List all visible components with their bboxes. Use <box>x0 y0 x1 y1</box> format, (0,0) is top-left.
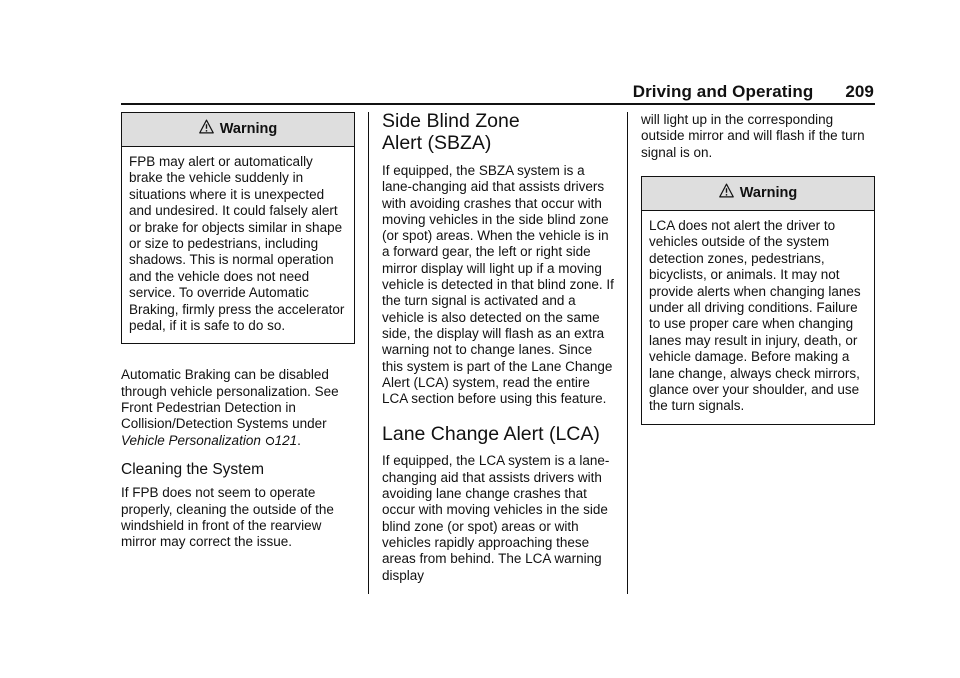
page-header <box>0 82 874 102</box>
paragraph-text: Automatic Braking can be disabled through vehicle personalization. See Front Pedestrian Detection in Collision/Detection Systems under <box>121 367 339 432</box>
warning-icon <box>199 119 214 134</box>
warning-text: LCA does not alert the driver to vehicles outside of the system detection zones, pedestrians, bicyclists, or animals. It may not provide alerts when changing lanes under all driving conditions. Failure to use proper care when changing lanes may result in injury, death, or vehicle damage. Before making a lane change, always check mirrors, glance over your shoulder, and use the turn signals. <box>649 217 861 414</box>
heading-cleaning: Cleaning the System <box>121 460 265 478</box>
column-2 <box>382 112 614 584</box>
warning-header <box>122 113 354 147</box>
paragraph-disable-braking <box>121 367 355 448</box>
period: . <box>297 432 301 448</box>
reference-page[interactable]: 121 <box>274 432 298 448</box>
heading-sbza-line2: Alert (SBZA) <box>382 132 492 154</box>
warning-box-lca <box>641 176 875 425</box>
paragraph-lca: If equipped, the LCA system is a lane-changing aid that assists drivers with avoiding lane change crashes that occur with moving vehicles in the side blind zone (or spot) areas or with vehicles rapidly approaching these areas from behind. The LCA warning display <box>382 453 610 583</box>
warning-box-fpb <box>121 112 355 344</box>
column-divider-2 <box>627 112 628 594</box>
heading-sbza <box>382 110 614 154</box>
warning-text: FPB may alert or automatically brake the vehicle suddenly in situations where it is unexpected and undesired. It could falsely alert or brake for objects similar in shape or size to pedestrians, including shadows. This is normal operation and the vehicle does not need service. To override Automatic Braking, firmly press the accelerator pedal, if it is safe to do so. <box>129 154 345 334</box>
reference-link[interactable]: Vehicle Personalization <box>121 432 261 448</box>
header-rule <box>121 103 875 105</box>
warning-title: Warning <box>739 184 798 201</box>
warning-icon <box>719 183 734 198</box>
paragraph-sbza: If equipped, the SBZA system is a lane-changing aid that assists drivers with avoiding crashes that occur with moving vehicles in the side blind zone (or spot) areas. When the vehicle is in a forward gear, the left or right side mirror display will light up if a moving vehicle is detected in that blind zone. If the turn signal is activated and a vehicle is also detected on the same side, the display will flash as an extra warning not to change lanes. Since this system is part of the Lane Change Alert (LCA) system, read the entire LCA section before using this feature. <box>382 163 614 407</box>
warning-header <box>642 177 874 211</box>
heading-sbza-line1: Side Blind Zone <box>382 110 520 132</box>
paragraph-cleaning: If FPB does not seem to operate properly, cleaning the outside of the windshield in front of the rearview mirror may correct the issue. <box>121 485 334 550</box>
column-3 <box>641 112 875 425</box>
section-title: Driving and Operating <box>632 82 814 101</box>
book-ref-icon <box>265 436 275 446</box>
paragraph-lca-continued: will light up in the corresponding outside mirror and will flash if the turn signal is on. <box>641 112 865 160</box>
column-divider-1 <box>368 112 369 594</box>
column-1 <box>121 112 355 550</box>
page-number: 209 <box>845 82 874 101</box>
warning-title: Warning <box>219 121 278 137</box>
heading-lca: Lane Change Alert (LCA) <box>382 423 600 446</box>
